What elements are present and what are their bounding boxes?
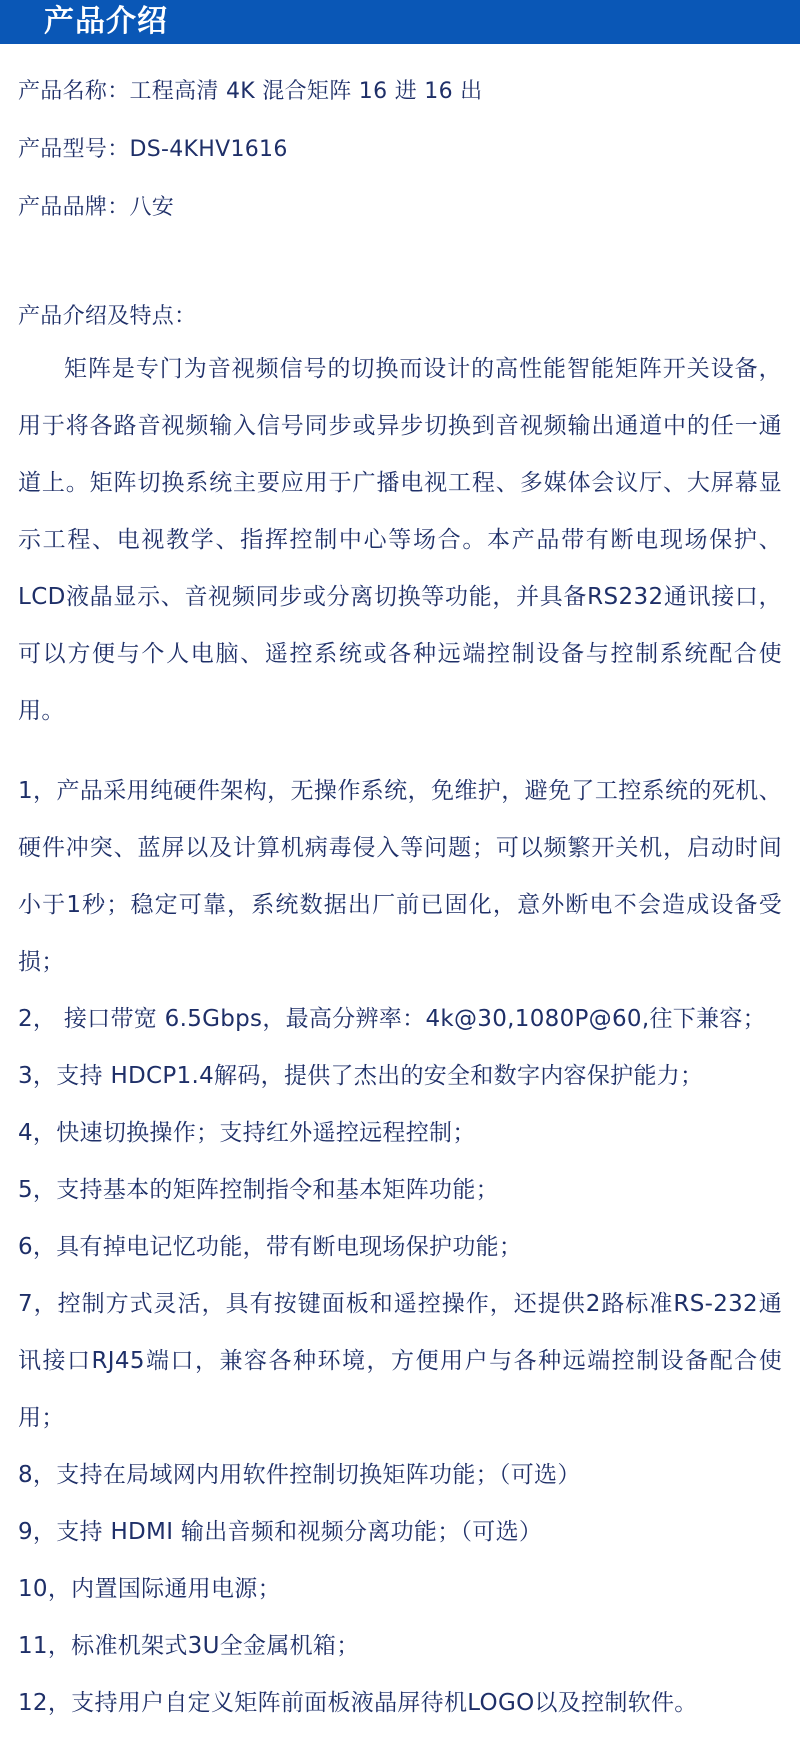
feature-item: 9，支持 HDMI 输出音频和视频分离功能；（可选） — [18, 1519, 543, 1545]
page-title: 产品介绍 — [44, 4, 168, 39]
product-name: 产品名称：工程高清 4K 混合矩阵 16 进 16 出 — [18, 79, 483, 104]
feature-item: 10，内置国际通用电源； — [18, 1576, 281, 1602]
feature-item: 8，支持在局域网内用软件控制切换矩阵功能；（可选） — [18, 1462, 581, 1488]
header-bar — [0, 0, 800, 44]
feature-item: 1，产品采用纯硬件架构，无操作系统，免维护，避免了工控系统的死机、硬件冲突、蓝屏以及计算机病毒侵入等问题；可以频繁开关机，启动时间小于1秒；稳定可靠，系统数据出厂前已固化，意外断电不会造成设备受损； — [18, 778, 782, 975]
product-content — [0, 78, 800, 1732]
feature-item: 3，支持 HDCP1.4解码，提供了杰出的安全和数字内容保护能力； — [18, 1063, 704, 1089]
feature-item: 4，快速切换操作；支持红外遥控远程控制； — [18, 1120, 476, 1146]
feature-item: 11，标准机架式3U全金属机箱； — [18, 1633, 360, 1659]
section-title: 产品介绍及特点： — [18, 304, 197, 329]
feature-item: 5，支持基本的矩阵控制指令和基本矩阵功能； — [18, 1177, 499, 1203]
product-model: 产品型号：DS-4KHV1616 — [18, 137, 288, 162]
feature-list — [18, 763, 782, 1732]
feature-item: 2， 接口带宽 6.5Gbps，最高分辨率：4k@30,1080P@60,往下兼容； — [18, 1006, 766, 1032]
feature-item: 6，具有掉电记忆功能，带有断电现场保护功能； — [18, 1234, 523, 1260]
intro-paragraph: 矩阵是专门为音视频信号的切换而设计的高性能智能矩阵开关设备，用于将各路音视频输入信号同步或异步切换到音视频输出通道中的任一通道上。矩阵切换系统主要应用于广播电视工程、多媒体会议厅、大屏幕显示工程、电视教学、指挥控制中心等场合。本产品带有断电现场保护、LCD液晶显示、音视频同步或分离切换等功能，并具备RS232通讯接口，可以方便与个人电脑、遥控系统或各种远端控制设备与控制系统配合使用。 — [18, 356, 782, 724]
feature-item: 12，支持用户自定义矩阵前面板液晶屏待机LOGO以及控制软件。 — [18, 1690, 698, 1716]
feature-item: 7，控制方式灵活，具有按键面板和遥控操作，还提供2路标准RS-232通讯接口RJ45端口，兼容各种环境，方便用户与各种远端控制设备配合使用； — [18, 1291, 782, 1431]
product-brand: 产品品牌：八安 — [18, 195, 175, 220]
